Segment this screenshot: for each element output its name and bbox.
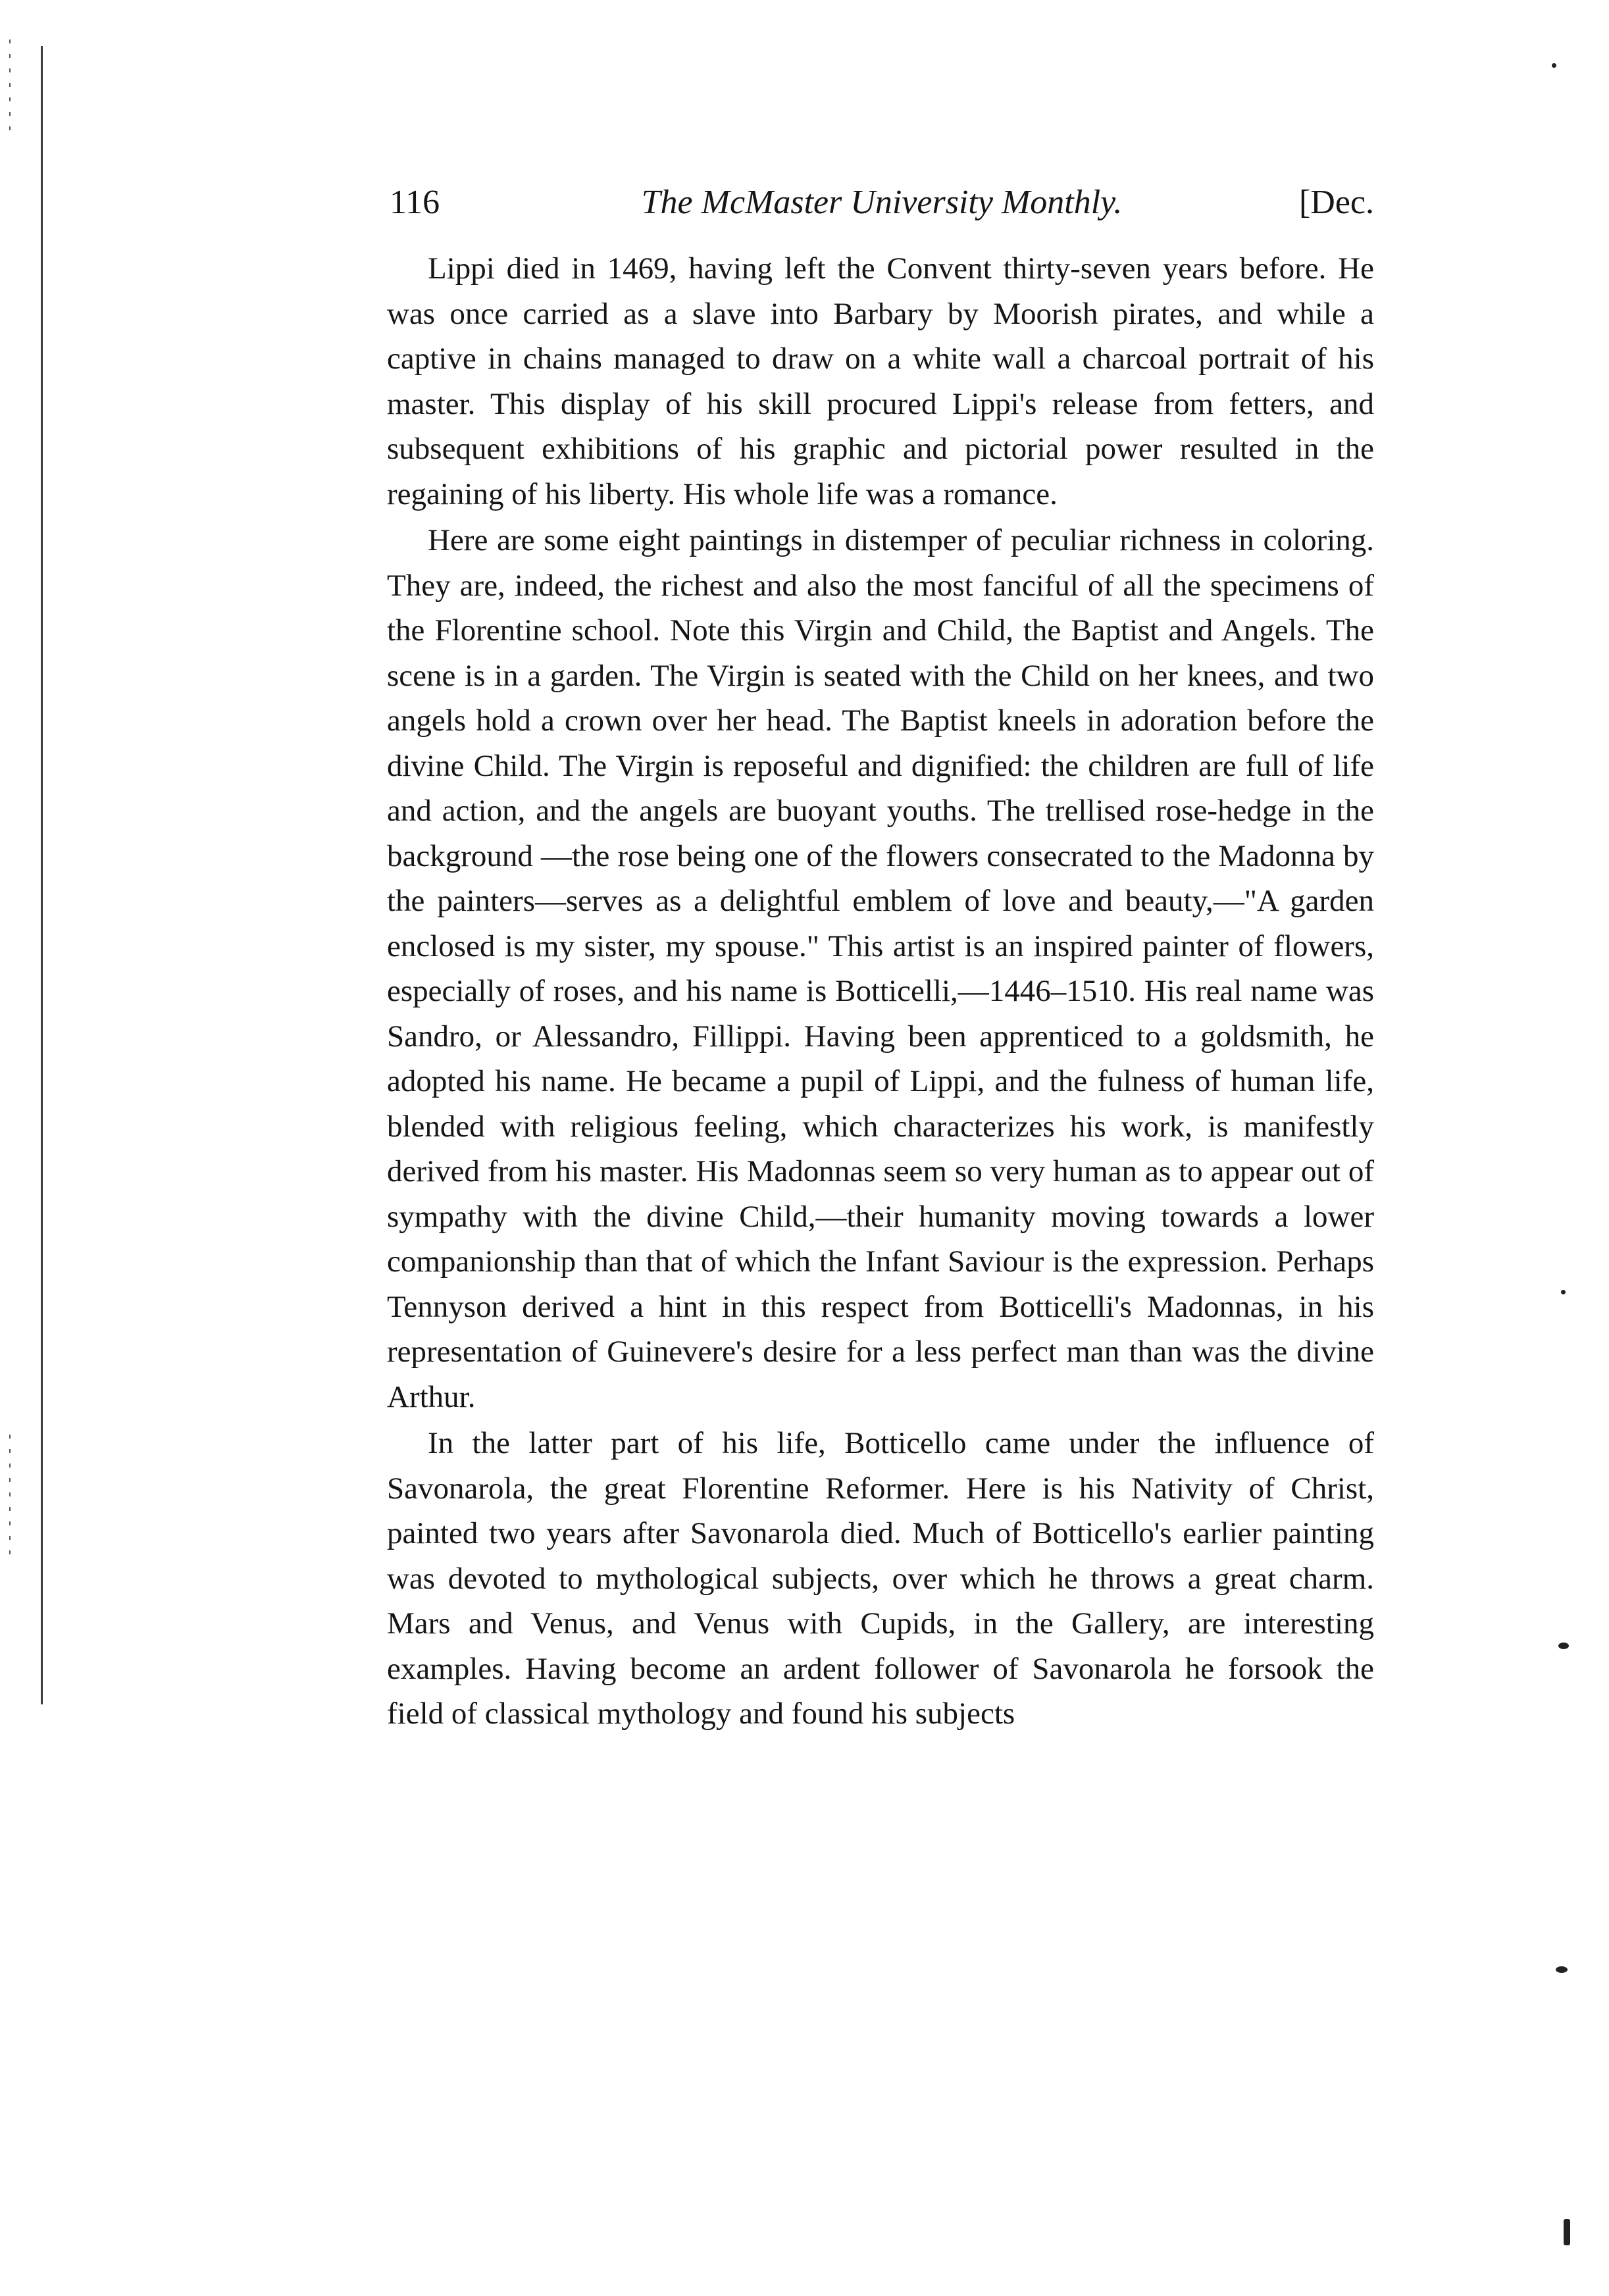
paragraph: Lippi died in 1469, having left the Convent thirty-seven years before. He was once carried as a slave into Barbary by Moorish pirates, and while a captive in chains managed to draw on a white wall a charcoal portrait of his master. This display of his skill procured Lippi's release from fetters, and subsequent exhibitions of his graphic and pictorial power resulted in the regaining of his liberty. His whole life was a romance. — [387, 251, 1374, 511]
binding-edge-dots — [9, 39, 11, 132]
page-number: 116 — [390, 184, 440, 221]
paragraph: In the latter part of his life, Botticello came under the influence of Savonarola, the great Florentine Reformer. Here is his Nativity of Christ, painted two years after Savonarola died. Much of Botticello's earlier painting was devoted to mythological subjects, over which he throws a great charm. Mars and Venus, and Venus with Cupids, in the Gallery, are interesting examples. Having become an ardent follower of Savonarola he forsook the field of classical mythology and found his subjects — [387, 1426, 1374, 1731]
scan-speck — [1561, 1290, 1566, 1294]
paragraph: Here are some eight paintings in distemper of peculiar richness in coloring. They are, indeed, the richest and also the most fanciful of all the specimens of the Florentine school. Note this Virgin and Child, the Baptist and Angels. The scene is in a garden. The Virgin is seated with the Child on her knees, and two angels hold a crown over her head. The Baptist kneels in adoration before the divine Child. The Virgin is reposeful and dignified: the children are full of life and action, and the angels are buoyant youths. The trellised rose-hedge in the background —the rose being one of the flowers consecrated to the Madonna by the painters—serves as a delightful emblem of love and beauty,—"A garden enclosed is my sister, my spouse." This artist is an inspired painter of flowers, especially of roses, and his name is Botticelli,—1446–1510. His real name was Sandro, or Alessandro, Fillippi. Having been apprenticed to a goldsmith, he adopted his name. He became a pupil of Lippi, and the fulness of human life, blended with religious feeling, which characterizes his work, is manifestly derived from his master. His Madonnas seem so very human as to appear out of sympathy with the divine Child,—their humanity moving towards a lower companionship than that of which the Infant Saviour is the expression. Perhaps Tennyson derived a hint in this respect from Botticelli's Madonnas, in his representation of Guinevere's desire for a less perfect man than was the divine Arthur. — [387, 523, 1374, 1414]
running-title: The McMaster University Monthly. — [641, 184, 1123, 221]
scan-speck — [1552, 63, 1556, 68]
issue-month: [Dec. — [1298, 184, 1374, 221]
scan-speck — [1564, 2219, 1570, 2245]
scan-speck — [1558, 1643, 1569, 1649]
running-header — [390, 176, 1374, 229]
article-body — [387, 246, 1374, 1737]
scan-speck — [1556, 1966, 1568, 1973]
binding-edge-mark — [41, 46, 43, 1704]
binding-edge-dots — [9, 1435, 11, 1560]
